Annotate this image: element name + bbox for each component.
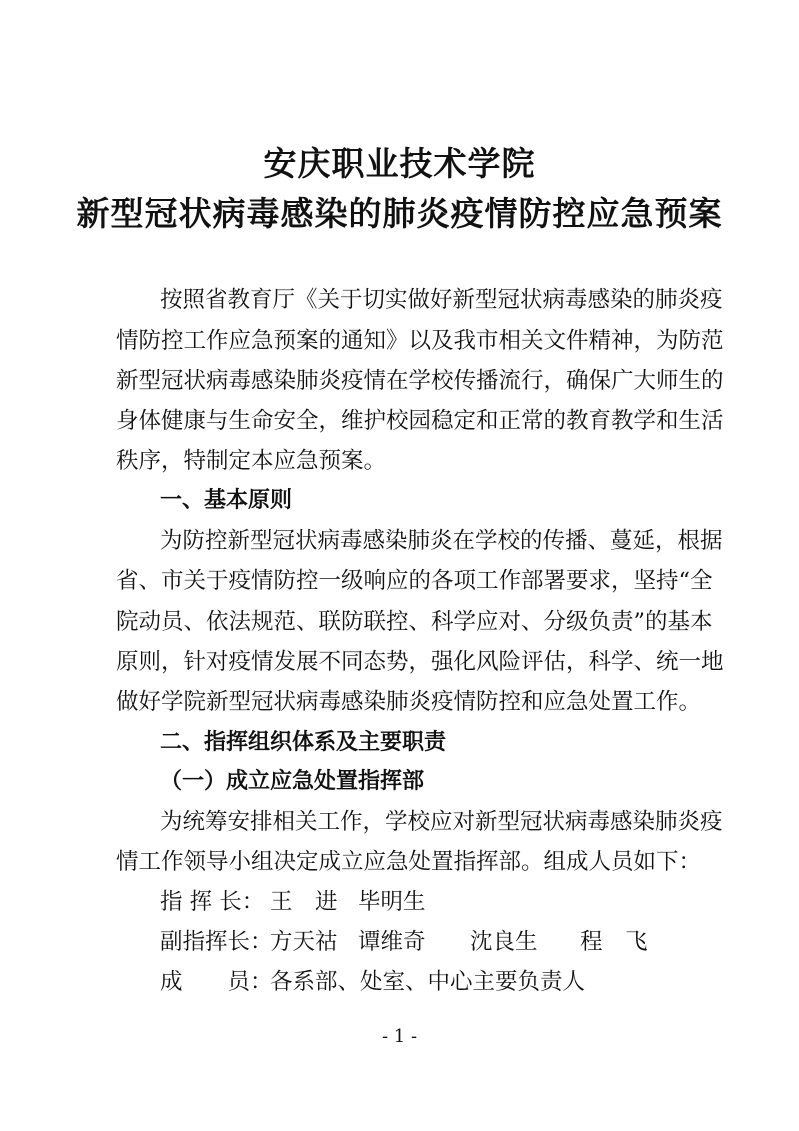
page-number: - 1 - — [381, 1026, 418, 1047]
document-title-line-1: 安庆职业技术学院 — [263, 144, 536, 183]
section1-line: 做好学院新型冠状病毒感染肺炎疫情防控和应急处置工作。 — [116, 689, 702, 715]
deputy-commander-name: 谭维奇 — [358, 929, 426, 955]
deputy-commander-name: 沈良生 — [470, 929, 538, 955]
section1-line: 为防控新型冠状病毒感染肺炎在学校的传播、蔓延，根据 — [160, 528, 723, 554]
subsection1-line: 为统筹安排相关工作，学校应对新型冠状病毒感染肺炎疫 — [160, 809, 723, 835]
document-title-line-2: 新型冠状病毒感染的肺炎疫情防控应急预案 — [76, 194, 723, 233]
section1-line: 院动员、依法规范、联防联控、科学应对、分级负责”的基本 — [116, 609, 713, 635]
subsection1-line: 情工作领导小组决定成立应急处置指挥部。组成人员如下： — [116, 849, 702, 875]
commander-label: 指 挥 长： — [160, 889, 265, 915]
commander-name: 王 进 — [270, 889, 338, 915]
deputy-commander-label: 副指挥长： — [160, 929, 273, 955]
deputy-commander-name: 方天祜 — [270, 929, 338, 955]
section-heading-command-system: 二、指挥组织体系及主要职责 — [160, 730, 447, 755]
commander-name: 毕明生 — [358, 889, 426, 915]
deputy-commander-name: 程 飞 — [580, 929, 648, 955]
intro-line: 身体健康与生命安全，维护校园稳定和正常的教育教学和生活 — [116, 408, 724, 434]
intro-line: 新型冠状病毒感染肺炎疫情在学校传播流行，确保广大师生的 — [116, 368, 724, 394]
intro-line: 秩序，特制定本应急预案。 — [116, 448, 387, 474]
subsection-heading-command-center: （一）成立应急处置指挥部 — [160, 769, 425, 794]
members-value: 各系部、处室、中心主要负责人 — [270, 969, 586, 995]
section1-line: 省、市关于疫情防控一级响应的各项工作部署要求，坚持“全 — [116, 568, 713, 594]
intro-line: 情防控工作应急预案的通知》以及我市相关文件精神，为防范 — [116, 328, 724, 354]
intro-line: 按照省教育厅《关于切实做好新型冠状病毒感染的肺炎疫 — [160, 287, 723, 313]
members-label: 成 员： — [160, 969, 273, 995]
section-heading-basic-principles: 一、基本原则 — [160, 488, 293, 513]
section1-line: 原则，针对疫情发展不同态势，强化风险评估，科学、统一地 — [116, 649, 724, 675]
